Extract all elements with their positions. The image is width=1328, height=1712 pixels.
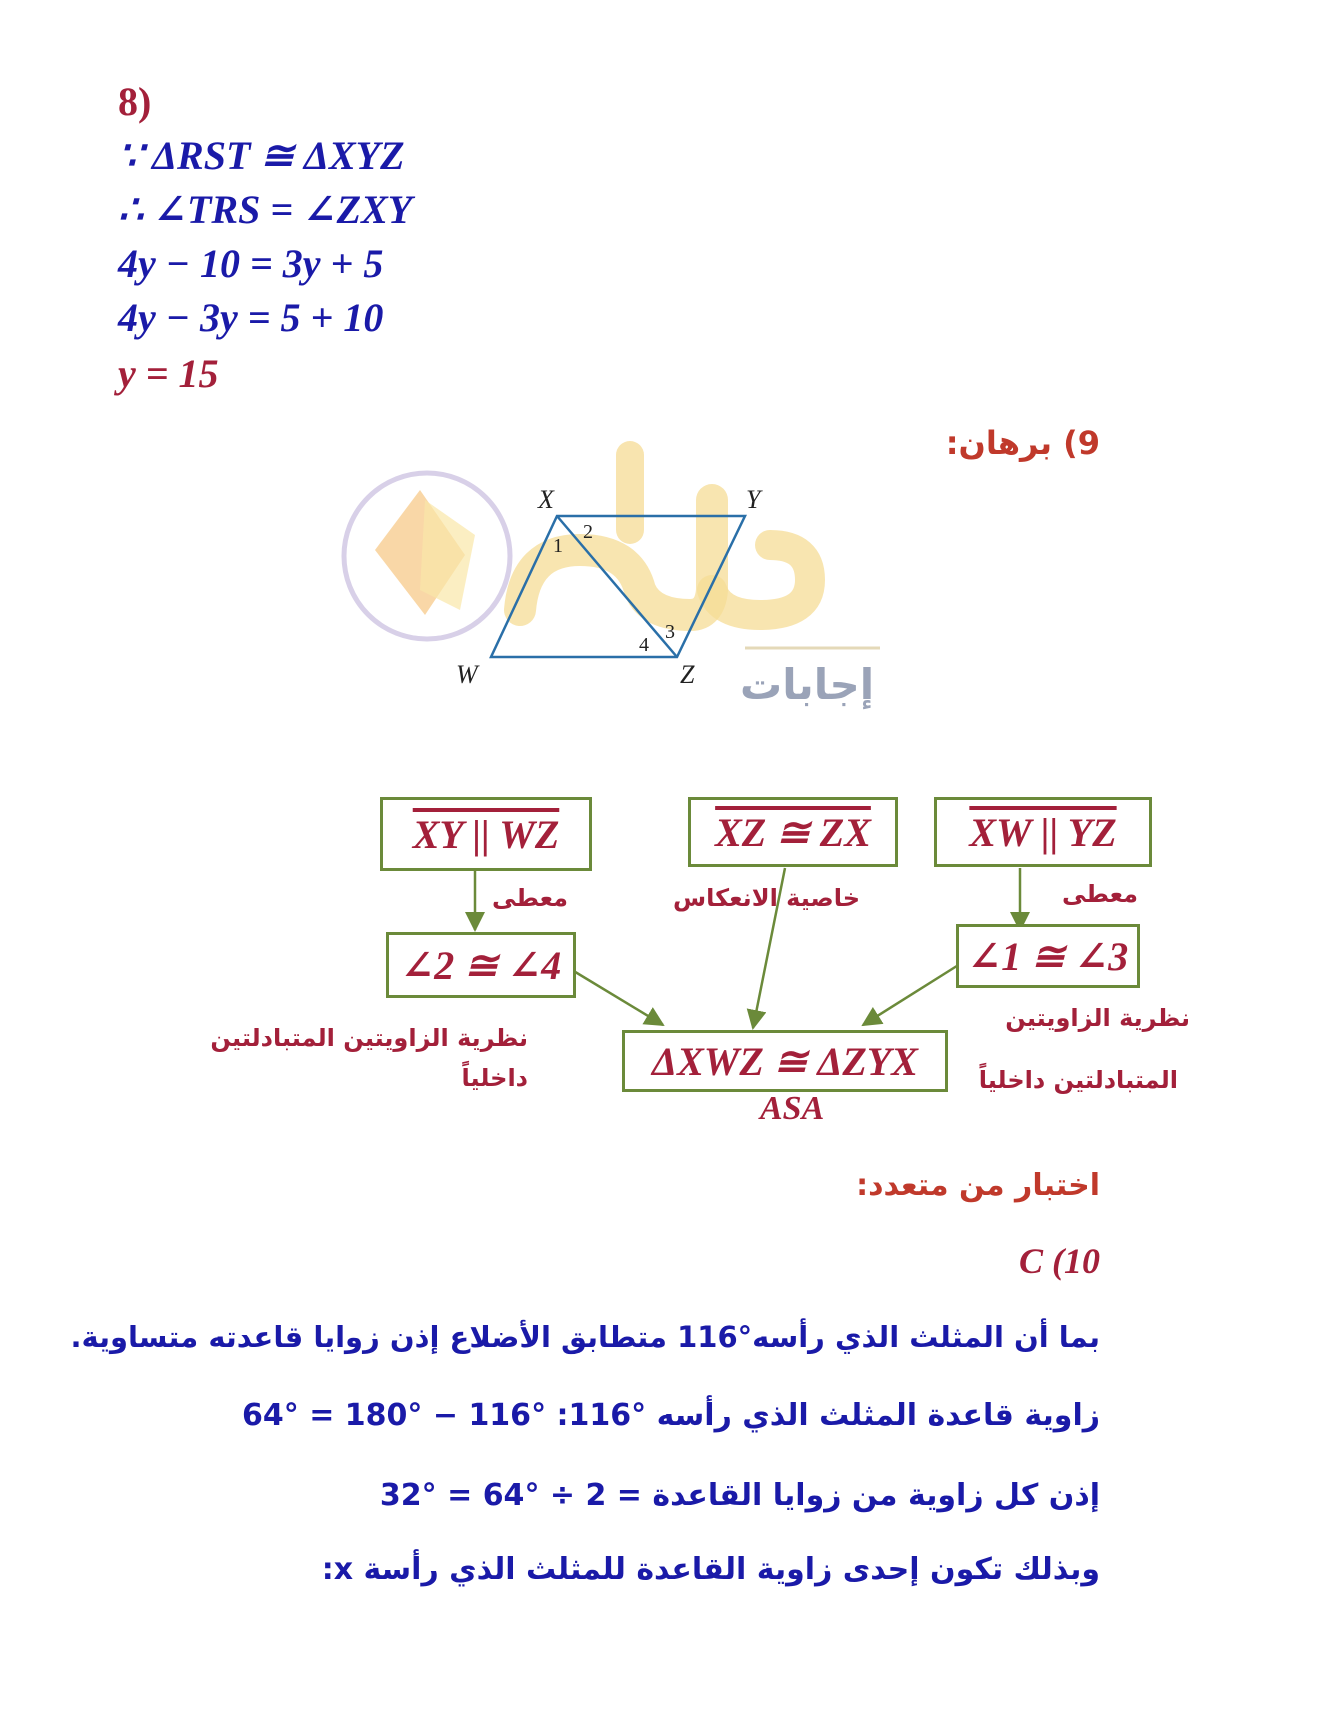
box-angle-1-3-text: ∠1 ≅ ∠3 (967, 933, 1129, 979)
mc-line-4: وبذلك تكون إحدى زاوية القاعدة للمثلث الذي رأسة x: (321, 1552, 1100, 1587)
box-angle-2-4-text: ∠2 ≅ ∠4 (400, 942, 562, 988)
q8-line-answer: y = 15 (118, 351, 219, 396)
mc-line-1: بما أن المثلث الذي رأسه°116 متطابق الأضلاع إذن زوايا قاعدته متساوية. (70, 1320, 1100, 1354)
vertex-w: W (456, 660, 478, 689)
box-angle-2-congruent-4 (386, 932, 576, 998)
reason-asa: ASA (760, 1090, 825, 1127)
angle-label-3: 3 (665, 621, 675, 643)
box-xz-congruent-zx-text: XZ ≅ ZX (715, 809, 871, 855)
label-given-left: معطى (491, 884, 569, 912)
angle-label-4: 4 (639, 634, 649, 656)
label-reflexive-property: خاصية الانعكاس (673, 884, 860, 912)
angle-label-1: 1 (553, 535, 563, 557)
box-conclusion (622, 1030, 948, 1092)
label-alt-interior-left-2: داخلياً (461, 1064, 528, 1092)
q8-number: 8) (118, 79, 152, 124)
q8-line-simplify: 4y − 3y = 5 + 10 (118, 295, 384, 340)
box-xw-parallel-yz (934, 797, 1152, 867)
box-xy-parallel-wz (380, 797, 592, 871)
label-alt-interior-left-1: نظرية الزاويتين المتبادلتين (210, 1024, 528, 1052)
mc-line-3: إذن كل زاوية من زوايا القاعدة = 2 ÷ °64 = °32 (379, 1478, 1100, 1513)
angle-label-2: 2 (583, 521, 593, 543)
vertex-y: Y (746, 485, 761, 514)
q10-answer: C (10 (1019, 1241, 1100, 1281)
box-angle-1-congruent-3 (956, 924, 1140, 988)
q9-heading: 9) برهان: (945, 424, 1100, 462)
mc-line-2: زاوية قاعدة المثلث الذي رأسه °116: °116 − °180 = °64 (242, 1398, 1100, 1433)
arrow-angle-1-3-to-conclusion (863, 964, 960, 1025)
arrow-angle-2-4-to-conclusion (572, 970, 663, 1025)
vertex-z: Z (680, 660, 695, 689)
vertex-x: X (538, 485, 554, 514)
q8-line-equation: 4y − 10 = 3y + 5 (118, 241, 384, 286)
box-conclusion-text: ΔXWZ ≅ ΔZYX (652, 1038, 918, 1084)
q8-line-therefore: ∴ ∠TRS = ∠ZXY (118, 187, 413, 232)
box-xz-congruent-zx (688, 797, 898, 867)
label-alt-interior-right-2: المتبادلتين داخلياً (978, 1066, 1178, 1094)
box-xw-parallel-yz-text: XW || YZ (969, 809, 1117, 855)
label-alt-interior-right-1: نظرية الزاويتين (1005, 1004, 1190, 1032)
q8-line-given: ∵ ΔRST ≅ ΔXYZ (118, 133, 405, 178)
watermark-subtext: إجابات (740, 660, 875, 709)
mc-heading: اختبار من متعدد: (856, 1168, 1100, 1203)
box-xy-parallel-wz-text: XY || WZ (412, 811, 560, 857)
label-given-right: معطى (1061, 880, 1139, 908)
